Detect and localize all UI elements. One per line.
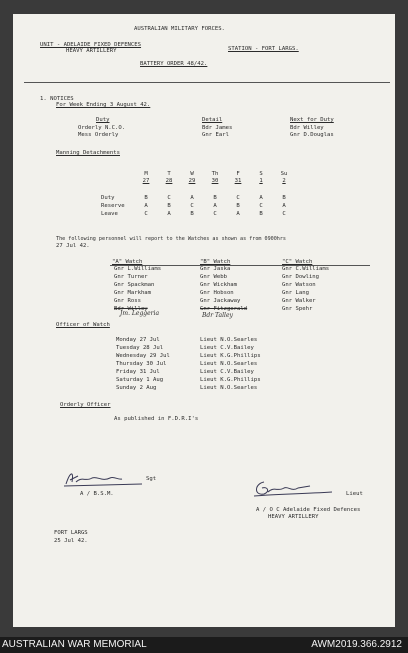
- detail-cell: Gnr Earl: [202, 132, 229, 138]
- duty-cell: Orderly N.C.O.: [78, 125, 126, 131]
- date-label: 27: [142, 178, 150, 184]
- table-cell: C: [236, 195, 240, 201]
- table-cell: A: [282, 203, 286, 209]
- date-label: 30: [211, 178, 219, 184]
- table-cell: B: [167, 203, 171, 209]
- watch-officer: Lieut K.G.Phillips: [200, 377, 261, 383]
- table-cell: B: [213, 195, 217, 201]
- table-cell: B: [236, 203, 240, 209]
- date-label: 29: [188, 178, 196, 184]
- date-label: 1: [259, 178, 263, 184]
- list-item: Gnr Webb: [200, 274, 227, 280]
- list-item: Gnr Fitzgerald: [200, 306, 248, 312]
- table-cell: B: [190, 211, 194, 217]
- watch-officer: Lieut N.O.Searles: [200, 361, 258, 367]
- c-watch-heading: "C" Watch: [282, 259, 313, 265]
- list-item: Gnr Jackaway: [200, 298, 241, 304]
- row-label-duty: Duty: [101, 195, 115, 201]
- watch-officer: Lieut C.V.Bailey: [200, 369, 254, 375]
- date-label: 28: [165, 178, 173, 184]
- list-item: Bdr Willey: [114, 306, 148, 312]
- day-label: M: [144, 171, 148, 177]
- table-cell: A: [190, 195, 194, 201]
- list-item: Gnr Turner: [114, 274, 148, 280]
- day-label: Th: [211, 171, 219, 177]
- table-cell: A: [236, 211, 240, 217]
- list-item: Gnr Wickham: [200, 282, 238, 288]
- unit-line-2: HEAVY ARTILLERY: [66, 48, 117, 54]
- watch-day: Monday 27 Jul: [116, 337, 160, 343]
- table-cell: B: [282, 195, 286, 201]
- notices-week: For Week Ending 3 August 42.: [56, 102, 151, 108]
- table-cell: A: [213, 203, 217, 209]
- table-cell: C: [190, 203, 194, 209]
- watch-officer: Lieut C.V.Bailey: [200, 345, 254, 351]
- right-signature: [250, 476, 340, 500]
- orderly-officer-text: As published in F.D.R.I's: [114, 416, 199, 422]
- row-label-leave: Leave: [101, 211, 118, 217]
- list-item: Gnr Spehr: [282, 306, 313, 312]
- date-label: 31: [234, 178, 242, 184]
- table-cell: A: [144, 203, 148, 209]
- right-title: A / O C Adelaide Fixed Defences: [256, 507, 361, 513]
- document-title: AUSTRALIAN MILITARY FORCES.: [134, 26, 225, 32]
- watch-day: Sunday 2 Aug: [116, 385, 157, 391]
- date-label: 2: [282, 178, 286, 184]
- table-cell: C: [213, 211, 217, 217]
- detail-cell: Bdr James: [202, 125, 233, 131]
- row-label-reserve: Reserve: [101, 203, 125, 209]
- duty-heading: Duty: [96, 117, 110, 123]
- next-duty-cell: Gnr D.Douglas: [290, 132, 334, 138]
- watch-day: Thursday 30 Jul: [116, 361, 167, 367]
- list-item: Gnr Spackman: [114, 282, 155, 288]
- watch-officer: Lieut K.G.Phillips: [200, 353, 261, 359]
- watch-officer: Lieut N.O.Searles: [200, 337, 258, 343]
- notices-heading: 1. NOTICES: [40, 96, 74, 102]
- left-title: A / B.S.M.: [80, 491, 114, 497]
- list-item: Gnr L.Williams: [114, 266, 162, 272]
- day-label: F: [236, 171, 240, 177]
- table-cell: C: [144, 211, 148, 217]
- table-cell: A: [167, 211, 171, 217]
- manning-heading: Manning Detachments: [56, 150, 120, 156]
- station-line: STATION - FORT LARGS.: [228, 46, 299, 52]
- officer-watch-heading: Officer of Watch: [56, 322, 110, 328]
- table-cell: C: [282, 211, 286, 217]
- place: FORT LARGS: [54, 530, 88, 536]
- day-label: T: [167, 171, 171, 177]
- day-label: Su: [280, 171, 288, 177]
- list-item: Gnr Watson: [282, 282, 316, 288]
- list-item: Gnr Lang: [282, 290, 309, 296]
- watch-intro-date: 27 Jul 42.: [56, 243, 90, 249]
- left-rank: Sgt: [146, 476, 157, 482]
- day-label: S: [259, 171, 263, 177]
- list-item: Gnr Ross: [114, 298, 141, 304]
- a-watch-heading: "A" Watch: [112, 259, 143, 265]
- day-label: W: [190, 171, 194, 177]
- table-cell: C: [259, 203, 263, 209]
- watch-day: Saturday 1 Aug: [116, 377, 164, 383]
- date: 25 Jul 42.: [54, 538, 88, 544]
- handwritten-name: Bdr Talley: [202, 312, 233, 319]
- list-item: Gnr Dowling: [282, 274, 320, 280]
- table-cell: A: [259, 195, 263, 201]
- table-cell: C: [167, 195, 171, 201]
- table-cell: B: [259, 211, 263, 217]
- duty-cell: Mess Orderly: [78, 132, 119, 138]
- footer-bar: [0, 637, 408, 653]
- left-signature: [62, 468, 152, 492]
- unit-line: UNIT - ADELAIDE FIXED DEFENCES: [40, 42, 142, 48]
- watch-day: Friday 31 Jul: [116, 369, 160, 375]
- list-item: Gnr Hobson: [200, 290, 234, 296]
- b-watch-heading: "B" Watch: [200, 259, 231, 265]
- footer-source: AUSTRALIAN WAR MEMORIAL: [2, 639, 147, 650]
- watch-intro: The following personnel will report to the Watches as shown as from 0900hrs: [56, 236, 287, 242]
- handwritten-name: Jm. Leggeria: [120, 310, 160, 317]
- footer-accession: AWM2019.366.2912: [311, 639, 402, 650]
- orderly-officer-heading: Orderly Officer: [60, 402, 111, 408]
- table-cell: B: [144, 195, 148, 201]
- order-number: BATTERY ORDER 48/42.: [140, 61, 208, 67]
- right-title-2: HEAVY ARTILLERY: [268, 514, 319, 520]
- detail-heading: Detail: [202, 117, 223, 123]
- list-item: Gnr Walker: [282, 298, 316, 304]
- list-item: Gnr Jaska: [200, 266, 231, 272]
- next-duty-cell: Bdr Willey: [290, 125, 324, 131]
- watch-day: Tuesday 28 Jul: [116, 345, 164, 351]
- watch-officer: Lieut N.O.Searles: [200, 385, 258, 391]
- watch-day: Wednesday 29 Jul: [116, 353, 170, 359]
- right-rank: Lieut: [346, 491, 363, 497]
- header-rule: [24, 82, 390, 83]
- list-item: Gnr Markham: [114, 290, 152, 296]
- list-item: Gnr C.Williams: [282, 266, 330, 272]
- next-duty-heading: Next for Duty: [290, 117, 334, 123]
